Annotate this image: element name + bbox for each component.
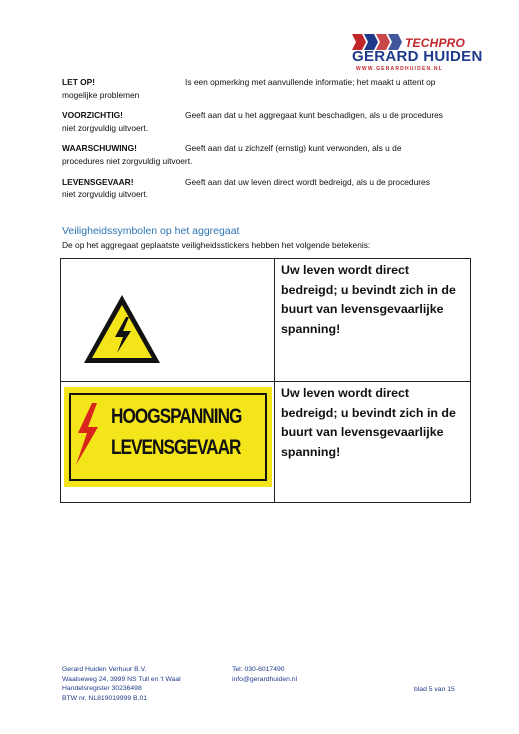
sign-text-levensgevaar: LEVENSGEVAAR (111, 436, 241, 459)
footer-vat: BTW nr. NL819019999 B.01 (62, 694, 148, 702)
definition-description-cont: mogelijke problemen (62, 89, 140, 100)
page-number: blad 5 van 15 (414, 686, 455, 693)
footer-page-number (414, 685, 455, 695)
definition-description: Is een opmerking met aanvullende informatie; het maakt u attent op (185, 77, 436, 87)
definition-term: VOORZICHTIG! (62, 110, 123, 121)
definition-description: Geeft aan dat u het aggregaat kunt beschadigen, als u de procedures (185, 110, 443, 121)
footer-contact (232, 665, 297, 684)
definition-item (62, 142, 462, 167)
hoogspanning-sign (64, 387, 272, 487)
definition-term: WAARSCHUWING! (62, 143, 137, 154)
definition-item (62, 109, 462, 134)
section-heading: Veiligheidssymbolen op het aggregaat (62, 225, 240, 237)
definition-term: LET OP! (62, 77, 96, 87)
definition-description-cont: procedures niet zorgvuldig uitvoert. (62, 155, 193, 166)
definition-term: LEVENSGEVAAR! (62, 176, 134, 187)
logo-name: GERARD HUIDEN (352, 48, 483, 65)
footer-email[interactable]: info@gerardhuiden.nl (232, 675, 298, 683)
definition-item (62, 176, 462, 201)
sign-text-hoogspanning: HOOGSPANNING (111, 405, 242, 428)
definitions-list (62, 76, 462, 209)
table-row (61, 382, 471, 503)
footer-registry: Handelsregister 30236498 (62, 685, 142, 693)
table-row (61, 259, 471, 382)
footer-company-info (62, 665, 181, 703)
definition-description-cont: niet zorgvuldig uitvoert. (62, 189, 149, 200)
company-logo (352, 28, 483, 76)
symbol-meaning: Uw leven wordt direct bedreigd; u bevindt zich in de buurt van levensgevaarlijke spanning! (275, 382, 471, 503)
symbol-image-cell (61, 259, 275, 382)
definition-item (62, 76, 462, 101)
footer-address: Waalseweg 24, 3999 NS Tull en 't Waal (62, 675, 181, 683)
definition-description: Geeft aan dat u zichzelf (ernstig) kunt verwonden, als u de (185, 143, 402, 154)
symbol-image-cell (61, 382, 275, 503)
definition-description-cont: niet zorgvuldig uitvoert. (62, 122, 149, 133)
footer-phone: Tel: 030-6017490 (232, 666, 285, 673)
logo-url: WWW.GERARDHUIDEN.NL (356, 66, 443, 72)
definition-description: Geeft aan dat uw leven direct wordt bedreigd, als u de procedures (185, 176, 430, 187)
lightning-bolt-icon (70, 401, 104, 467)
section-intro: De op het aggregaat geplaatste veiligheidsstickers hebben het volgende betekenis: (62, 240, 371, 250)
logo-subtitle: TECHPRO (405, 36, 466, 50)
safety-symbols-table (60, 258, 471, 503)
symbol-meaning: Uw leven wordt direct bedreigd; u bevindt zich in de buurt van levensgevaarlijke spanning! (275, 259, 471, 382)
footer-company: Gerard Huiden Verhuur B.V. (62, 666, 147, 673)
high-voltage-triangle-icon (82, 293, 162, 365)
